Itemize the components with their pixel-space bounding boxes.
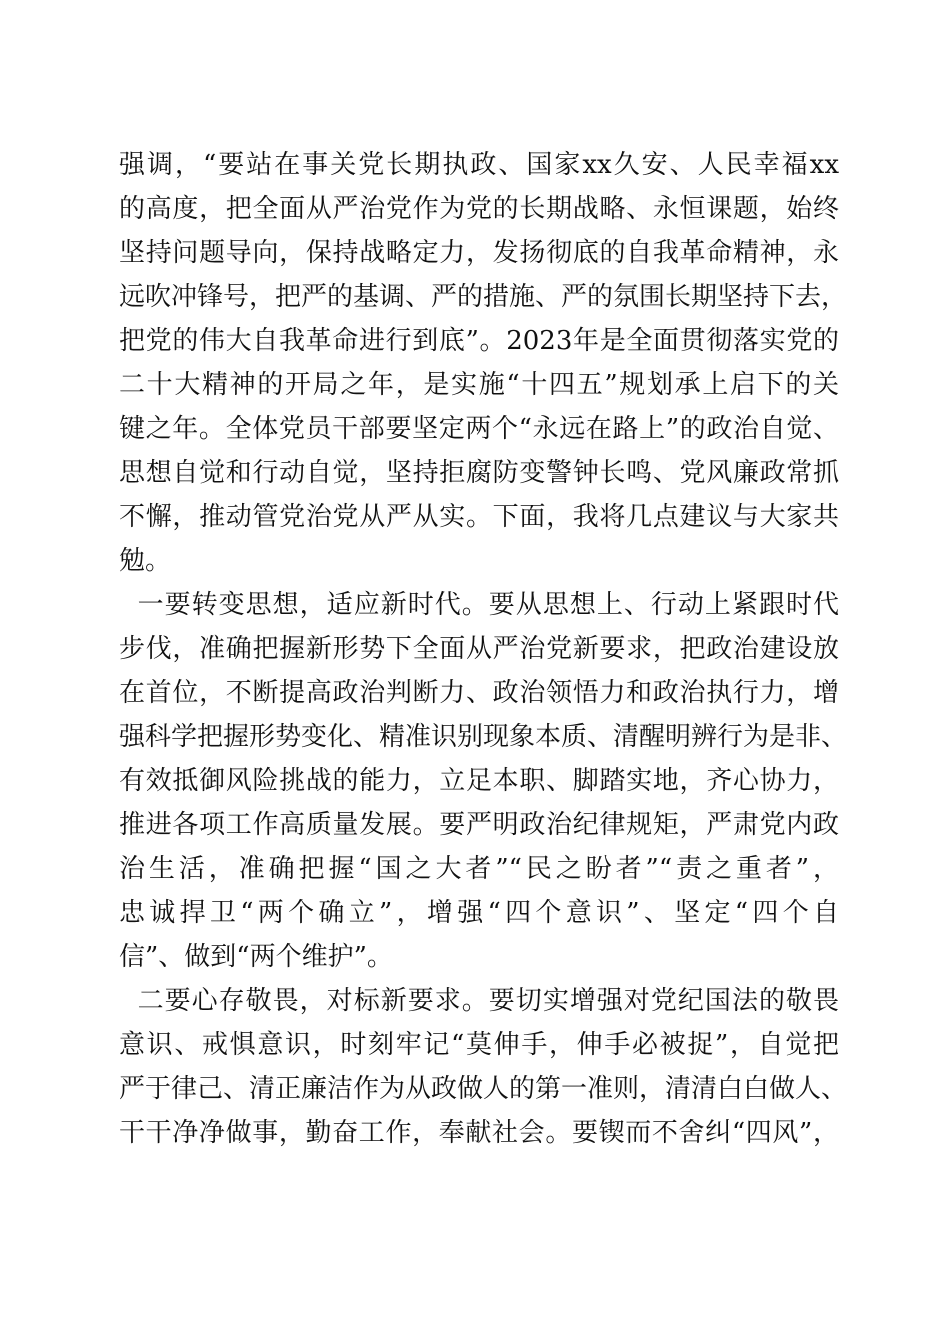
text-line: 干干净净做事，勤奋工作，奉献社会。要锲而不舍纠“四风”， — [119, 1118, 839, 1148]
text-line: 强调，“要站在事关党长期执政、国家xx久安、人民幸福xx — [119, 150, 839, 180]
text-line: 不懈，推动管党治党从严从实。下面，我将几点建议与大家共 — [119, 502, 839, 532]
text-line: 的高度，把全面从严治党作为党的长期战略、永恒课题，始终 — [119, 194, 839, 224]
text-line: 坚持问题导向，保持战略定力，发扬彻底的自我革命精神，永 — [119, 238, 839, 268]
text-line: 思想自觉和行动自觉，坚持拒腐防变警钟长鸣、党风廉政常抓 — [119, 458, 839, 488]
text-line: 键之年。全体党员干部要坚定两个“永远在路上”的政治自觉、 — [119, 414, 839, 444]
text-line: 在首位，不断提高政治判断力、政治领悟力和政治执行力，增 — [119, 678, 839, 708]
text-line: 信”、做到“两个维护”。 — [119, 942, 393, 972]
text-line: 推进各项工作高质量发展。要严明政治纪律规矩，严肃党内政 — [119, 810, 839, 840]
text-line: 二十大精神的开局之年，是实施“十四五”规划承上启下的关 — [119, 370, 839, 400]
text-line: 勉。 — [119, 546, 172, 576]
text-line: 严于律己、清正廉洁作为从政做人的第一准则，清清白白做人、 — [119, 1074, 848, 1104]
text-line: 意识、戒惧意识，时刻牢记“莫伸手，伸手必被捉”，自觉把 — [119, 1030, 839, 1060]
text-line: 有效抵御风险挑战的能力，立足本职、脚踏实地，齐心协力， — [119, 766, 839, 796]
text-line: 远吹冲锋号，把严的基调、严的措施、严的氛围长期坚持下去， — [119, 282, 848, 312]
document-body — [119, 143, 848, 1155]
text-line: 把党的伟大自我革命进行到底”。2023年是全面贯彻落实党的 — [119, 326, 839, 356]
paragraph-3 — [119, 979, 848, 1155]
text-line: 忠诚捍卫“两个确立”，增强“四个意识”、坚定“四个自 — [119, 898, 839, 928]
text-line: 强科学把握形势变化、精准识别现象本质、清醒明辨行为是非、 — [119, 722, 848, 752]
paragraph-1 — [119, 143, 848, 583]
text-line: 步伐，准确把握新形势下全面从严治党新要求，把政治建设放 — [119, 634, 839, 664]
text-line: 二要心存敬畏，对标新要求。要切实增强对党纪国法的敬畏 — [119, 986, 839, 1016]
text-line: 一要转变思想，适应新时代。要从思想上、行动上紧跟时代 — [119, 590, 839, 620]
paragraph-2 — [119, 583, 848, 979]
text-line: 治生活，准确把握“国之大者”“民之盼者”“责之重者”， — [119, 854, 839, 884]
